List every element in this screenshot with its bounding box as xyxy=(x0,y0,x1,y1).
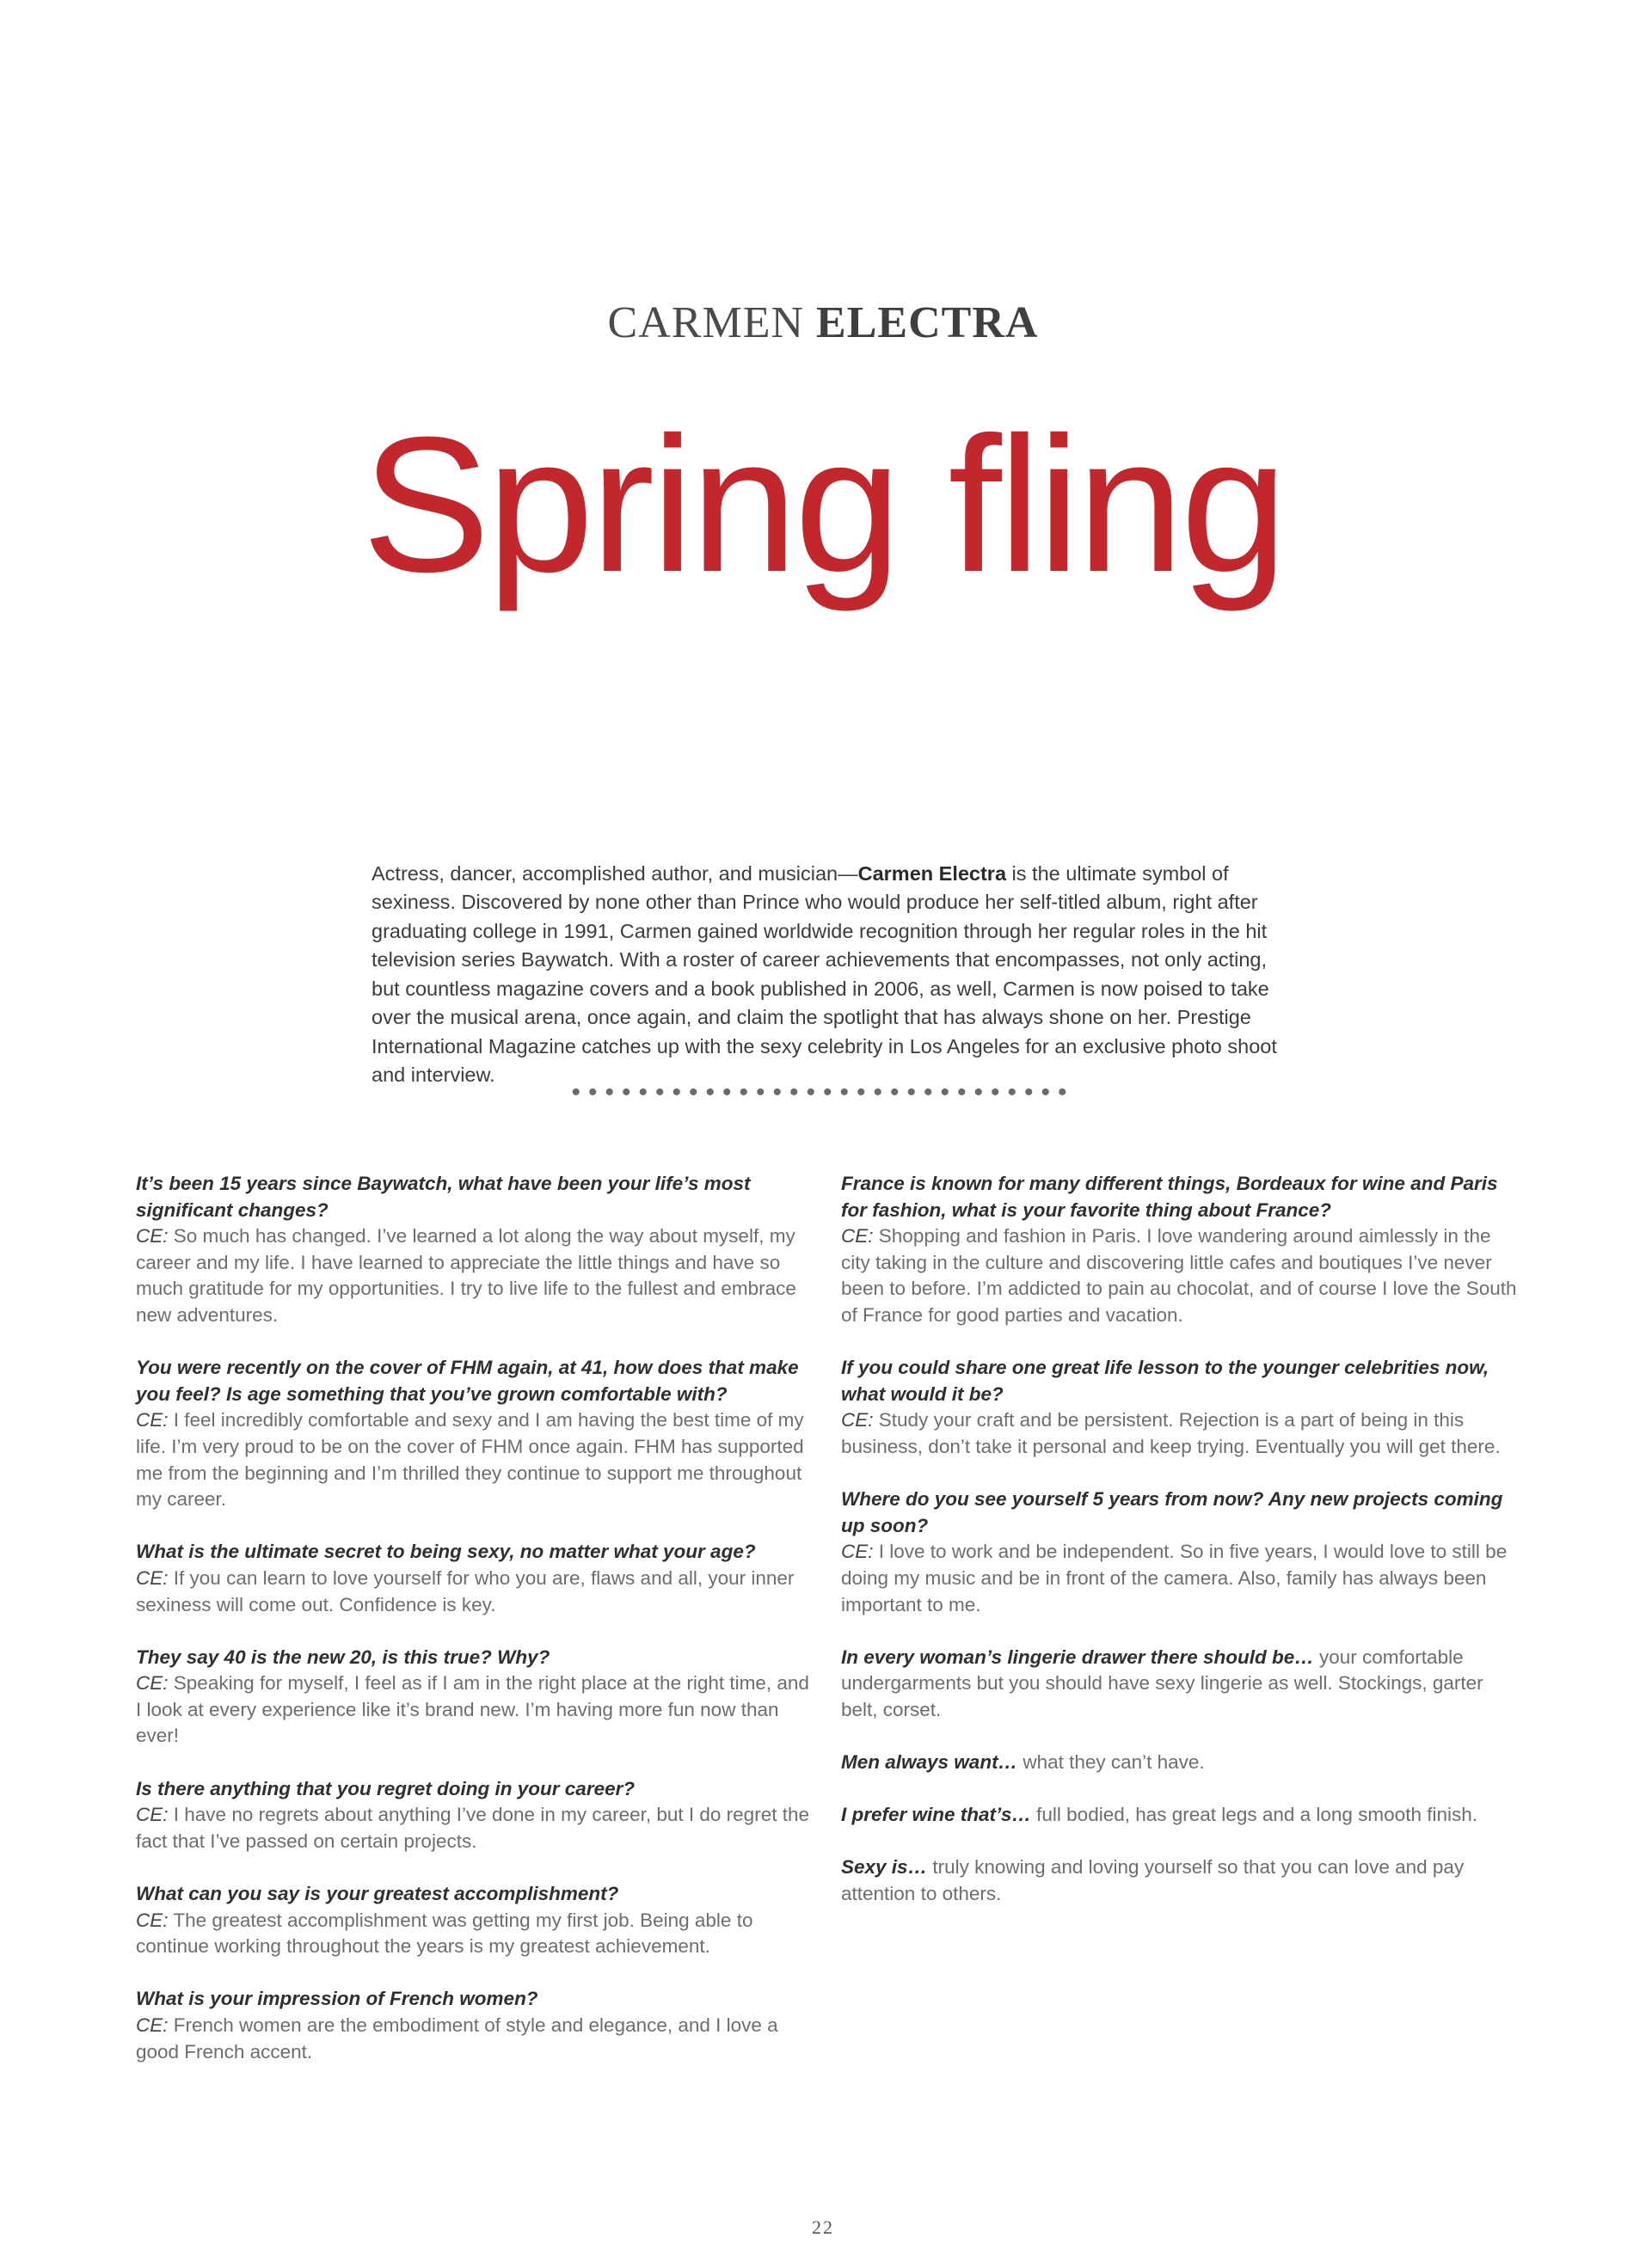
quickfire-prompt: In every woman’s lingerie drawer there should be… xyxy=(841,1646,1314,1668)
qa-item xyxy=(136,1539,815,1618)
qa-item xyxy=(136,1171,815,1329)
answer-text: French women are the embodiment of style and elegance, and I love a good French accent. xyxy=(136,2014,778,2063)
interview-answer xyxy=(136,1566,815,1618)
interview-question: What is your impression of French women? xyxy=(136,1988,538,2010)
answer-text: I have no regrets about anything I’ve done in my career, but I do regret the fact that I’ve passed on certain projects. xyxy=(136,1804,809,1852)
interview-answer xyxy=(136,1802,815,1854)
article-headline: Spring fling xyxy=(361,397,1285,612)
interview-question: If you could share one great life lesson to the younger celebrities now, what would it be? xyxy=(841,1357,1489,1405)
answer-label: CE: xyxy=(136,1804,169,1826)
interview-answer xyxy=(841,1539,1520,1618)
quickfire-completion: your comfortable undergarments but you should have sexy lingerie as well. Stockings, garter belt, corset. xyxy=(841,1646,1483,1720)
interview-question: Is there anything that you regret doing in your career? xyxy=(136,1777,636,1799)
qa-item xyxy=(136,1355,815,1513)
interview-question: It’s been 15 years since Baywatch, what have been your life’s most significant changes? xyxy=(136,1173,751,1221)
quickfire-completion: what they can’t have. xyxy=(1017,1751,1205,1774)
interview-answer xyxy=(136,2013,815,2065)
qa-item xyxy=(136,1645,815,1750)
page-number: 22 xyxy=(812,2216,834,2238)
quickfire-completion: full bodied, has great legs and a long smooth finish. xyxy=(1030,1804,1477,1826)
interview-answer xyxy=(841,1407,1520,1460)
quickfire-prompt: I prefer wine that’s… xyxy=(841,1804,1031,1826)
interview-answer xyxy=(136,1223,815,1328)
interview-question: France is known for many different things, Bordeaux for wine and Paris for fashion, what is your favorite thing about France? xyxy=(841,1173,1498,1221)
answer-text: Study your craft and be persistent. Rejection is a part of being in this business, don’t take it personal and keep trying. Eventually you will get there. xyxy=(841,1409,1501,1457)
intro-paragraph xyxy=(372,860,1287,1090)
answer-label: CE: xyxy=(136,1566,169,1589)
quickfire-completion: truly knowing and loving yourself so that you can love and pay attention to others. xyxy=(841,1856,1465,1905)
interview-question: Where do you see yourself 5 years from now? Any new projects coming up soon? xyxy=(841,1488,1503,1536)
quickfire-item xyxy=(841,1645,1520,1724)
interview-answer xyxy=(136,1670,815,1750)
interview-question: They say 40 is the new 20, is this true? Why? xyxy=(136,1646,550,1668)
answer-text: So much has changed. I’ve learned a lot along the way about myself, my career and my life. I have learned to appreciate the little things and have so much gratitude for my opportunities. I try to live life to the fullest and embrace new adventures. xyxy=(136,1225,796,1326)
qa-item xyxy=(841,1486,1520,1618)
answer-label: CE: xyxy=(136,1672,169,1695)
qa-item xyxy=(136,1986,815,2065)
answer-label: CE: xyxy=(841,1225,874,1247)
answer-label: CE: xyxy=(841,1541,874,1563)
quickfire-prompt: Sexy is… xyxy=(841,1856,928,1879)
dotted-divider: •••••••••••••••••••••••••••••• xyxy=(571,1078,1075,1106)
answer-text: I love to work and be independent. So in five years, I would love to still be doing my music and be in front of the camera. Also, family has always been important to me. xyxy=(841,1541,1508,1615)
kicker-first-name: CARMEN xyxy=(607,298,805,347)
intro-lead: Actress, dancer, accomplished author, and musician— xyxy=(372,861,858,885)
qa-item xyxy=(841,1171,1520,1329)
answer-label: CE: xyxy=(841,1409,874,1431)
qa-item xyxy=(136,1776,815,1855)
quickfire-item xyxy=(841,1750,1520,1776)
interview-question: What is the ultimate secret to being sexy, no matter what your age? xyxy=(136,1541,756,1563)
interview-question: You were recently on the cover of FHM again, at 41, how does that make you feel? Is age something that you’ve grown comfortable with? xyxy=(136,1357,799,1405)
interview-column-left xyxy=(136,1171,815,2092)
qa-item xyxy=(841,1355,1520,1460)
interview-answer xyxy=(841,1223,1520,1328)
interview-answer xyxy=(136,1407,815,1512)
answer-label: CE: xyxy=(136,1225,169,1247)
interview-column-right xyxy=(841,1171,1520,1934)
qa-item xyxy=(136,1881,815,1960)
interview-question: What can you say is your greatest accomplishment? xyxy=(136,1883,619,1905)
intro-subject-name: Carmen Electra xyxy=(857,861,1007,885)
quickfire-item xyxy=(841,1854,1520,1907)
intro-body: is the ultimate symbol of sexiness. Discovered by none other than Prince who would produce her self-titled album, right after graduating college in 1991, Carmen gained worldwide recognition through her regular roles in the hit television series Baywatch. With a roster of career achievements that encompasses, not only acting, but countless magazine covers and a book published in 2006, as well, Carmen is now poised to take over the musical arena, once again, and claim the spotlight that has always shone on her. Prestige International Magazine catches up with the sexy celebrity in Los Angeles for an exclusive photo shoot and interview. xyxy=(372,861,1277,1086)
interview-answer xyxy=(136,1908,815,1960)
answer-text: Speaking for myself, I feel as if I am in the right place at the right time, and I look at every experience like it’s brand new. I’m having more fun now than ever! xyxy=(136,1672,809,1747)
answer-text: Shopping and fashion in Paris. I love wandering around aimlessly in the city taking in the culture and discovering little cafes and boutiques I’ve never been to before. I’m addicted to pain au chocolat, and of course I love the South of France for good parties and vacation. xyxy=(841,1225,1517,1326)
quickfire-item xyxy=(841,1802,1520,1829)
quickfire-prompt: Men always want… xyxy=(841,1751,1018,1774)
answer-text: The greatest accomplishment was getting my first job. Being able to continue working throughout the years is my greatest achievement. xyxy=(136,1909,753,1958)
answer-label: CE: xyxy=(136,2014,169,2036)
answer-label: CE: xyxy=(136,1409,169,1431)
answer-label: CE: xyxy=(136,1909,169,1931)
kicker-last-name: ELECTRA xyxy=(816,298,1039,347)
answer-text: If you can learn to love yourself for who you are, flaws and all, your inner sexiness will come out. Confidence is key. xyxy=(136,1566,795,1615)
answer-text: I feel incredibly comfortable and sexy and I am having the best time of my life. I’m very proud to be on the cover of FHM once again. FHM has supported me from the beginning and I’m thrilled they continue to support me throughout my career. xyxy=(136,1409,804,1511)
article-kicker xyxy=(0,298,1646,347)
